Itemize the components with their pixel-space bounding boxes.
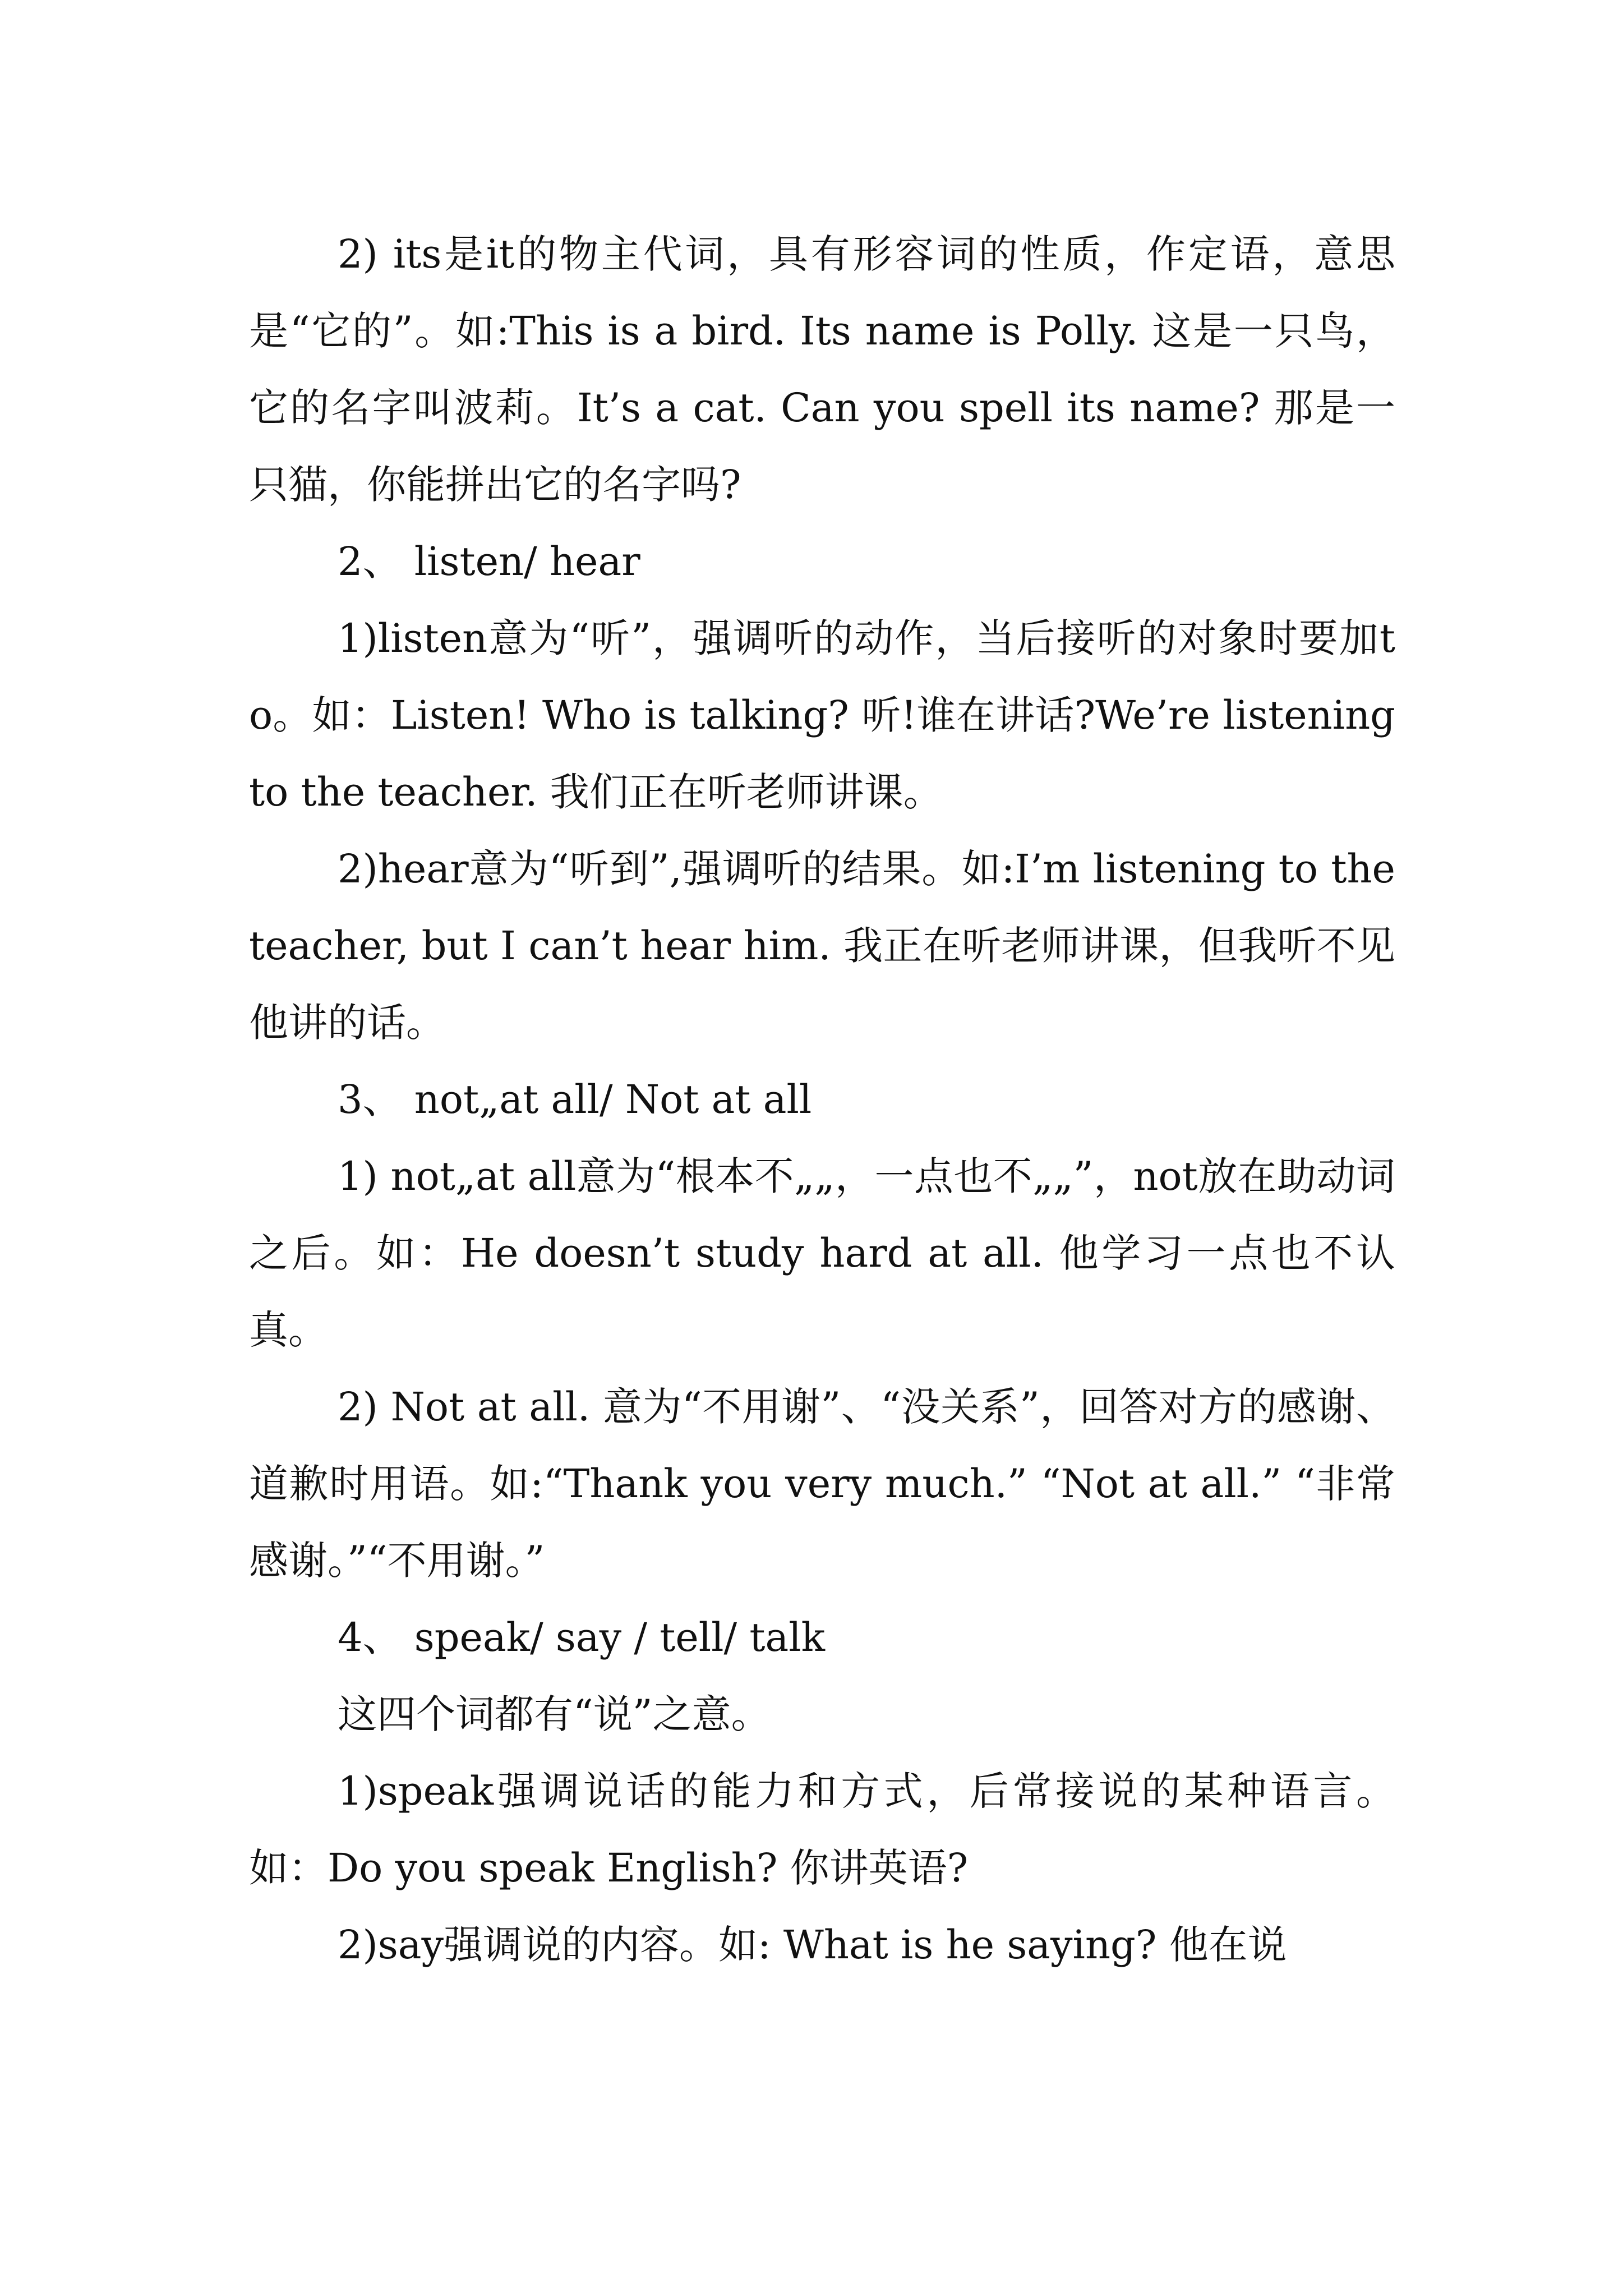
- paragraph-speak: 1)speak强调说话的能力和方式，后常接说的某种语言。如：Do you speak English? 你讲英语?: [249, 1768, 1395, 1891]
- document-body: [249, 216, 1395, 1984]
- paragraph-four-words: 这四个词都有“说”之意。: [338, 1691, 771, 1737]
- paragraph-not-at-all-reply: 2) Not at all. 意为“不用谢”、“没关系”，回答对方的感谢、道歉时用语。如:“Thank you very much.” “Not at all.” “非常感谢。”“不用谢。”: [249, 1384, 1395, 1584]
- paragraph-say: 2)say强调说的内容。如: What is he saying? 他在说: [338, 1922, 1287, 1968]
- heading-listen-hear: 2、 listen/ hear: [338, 539, 640, 585]
- heading-speak-say-tell-talk: 4、 speak/ say / tell/ talk: [338, 1614, 826, 1660]
- paragraph-its: 2) its是it的物主代词，具有形容词的性质，作定语，意思是“它的”。如:This is a bird. Its name is Polly. 这是一只鸟，它的名字叫波莉。It’s a cat. Can you spell its name? 那是一只猫，你能拼出它的名字吗?: [249, 231, 1395, 508]
- paragraph-not-at-all-meaning: 1) not„at all意为“根本不„„，一点也不„„”，not放在助动词之后。如：He doesn’t study hard at all. 他学习一点也不认真。: [249, 1153, 1395, 1353]
- paragraph-hear: 2)hear意为“听到”,强调听的结果。如:I’m listening to the teacher, but I can’t hear him. 我正在听老师讲课，但我听不见他讲的话。: [249, 846, 1395, 1046]
- paragraph-listen: 1)listen意为“听”，强调听的动作，当后接听的对象时要加to。如：Listen! Who is talking? 听!谁在讲话?We’re listening to the teacher. 我们正在听老师讲课。: [249, 615, 1395, 815]
- heading-not-at-all: 3、 not„at all/ Not at all: [338, 1076, 812, 1122]
